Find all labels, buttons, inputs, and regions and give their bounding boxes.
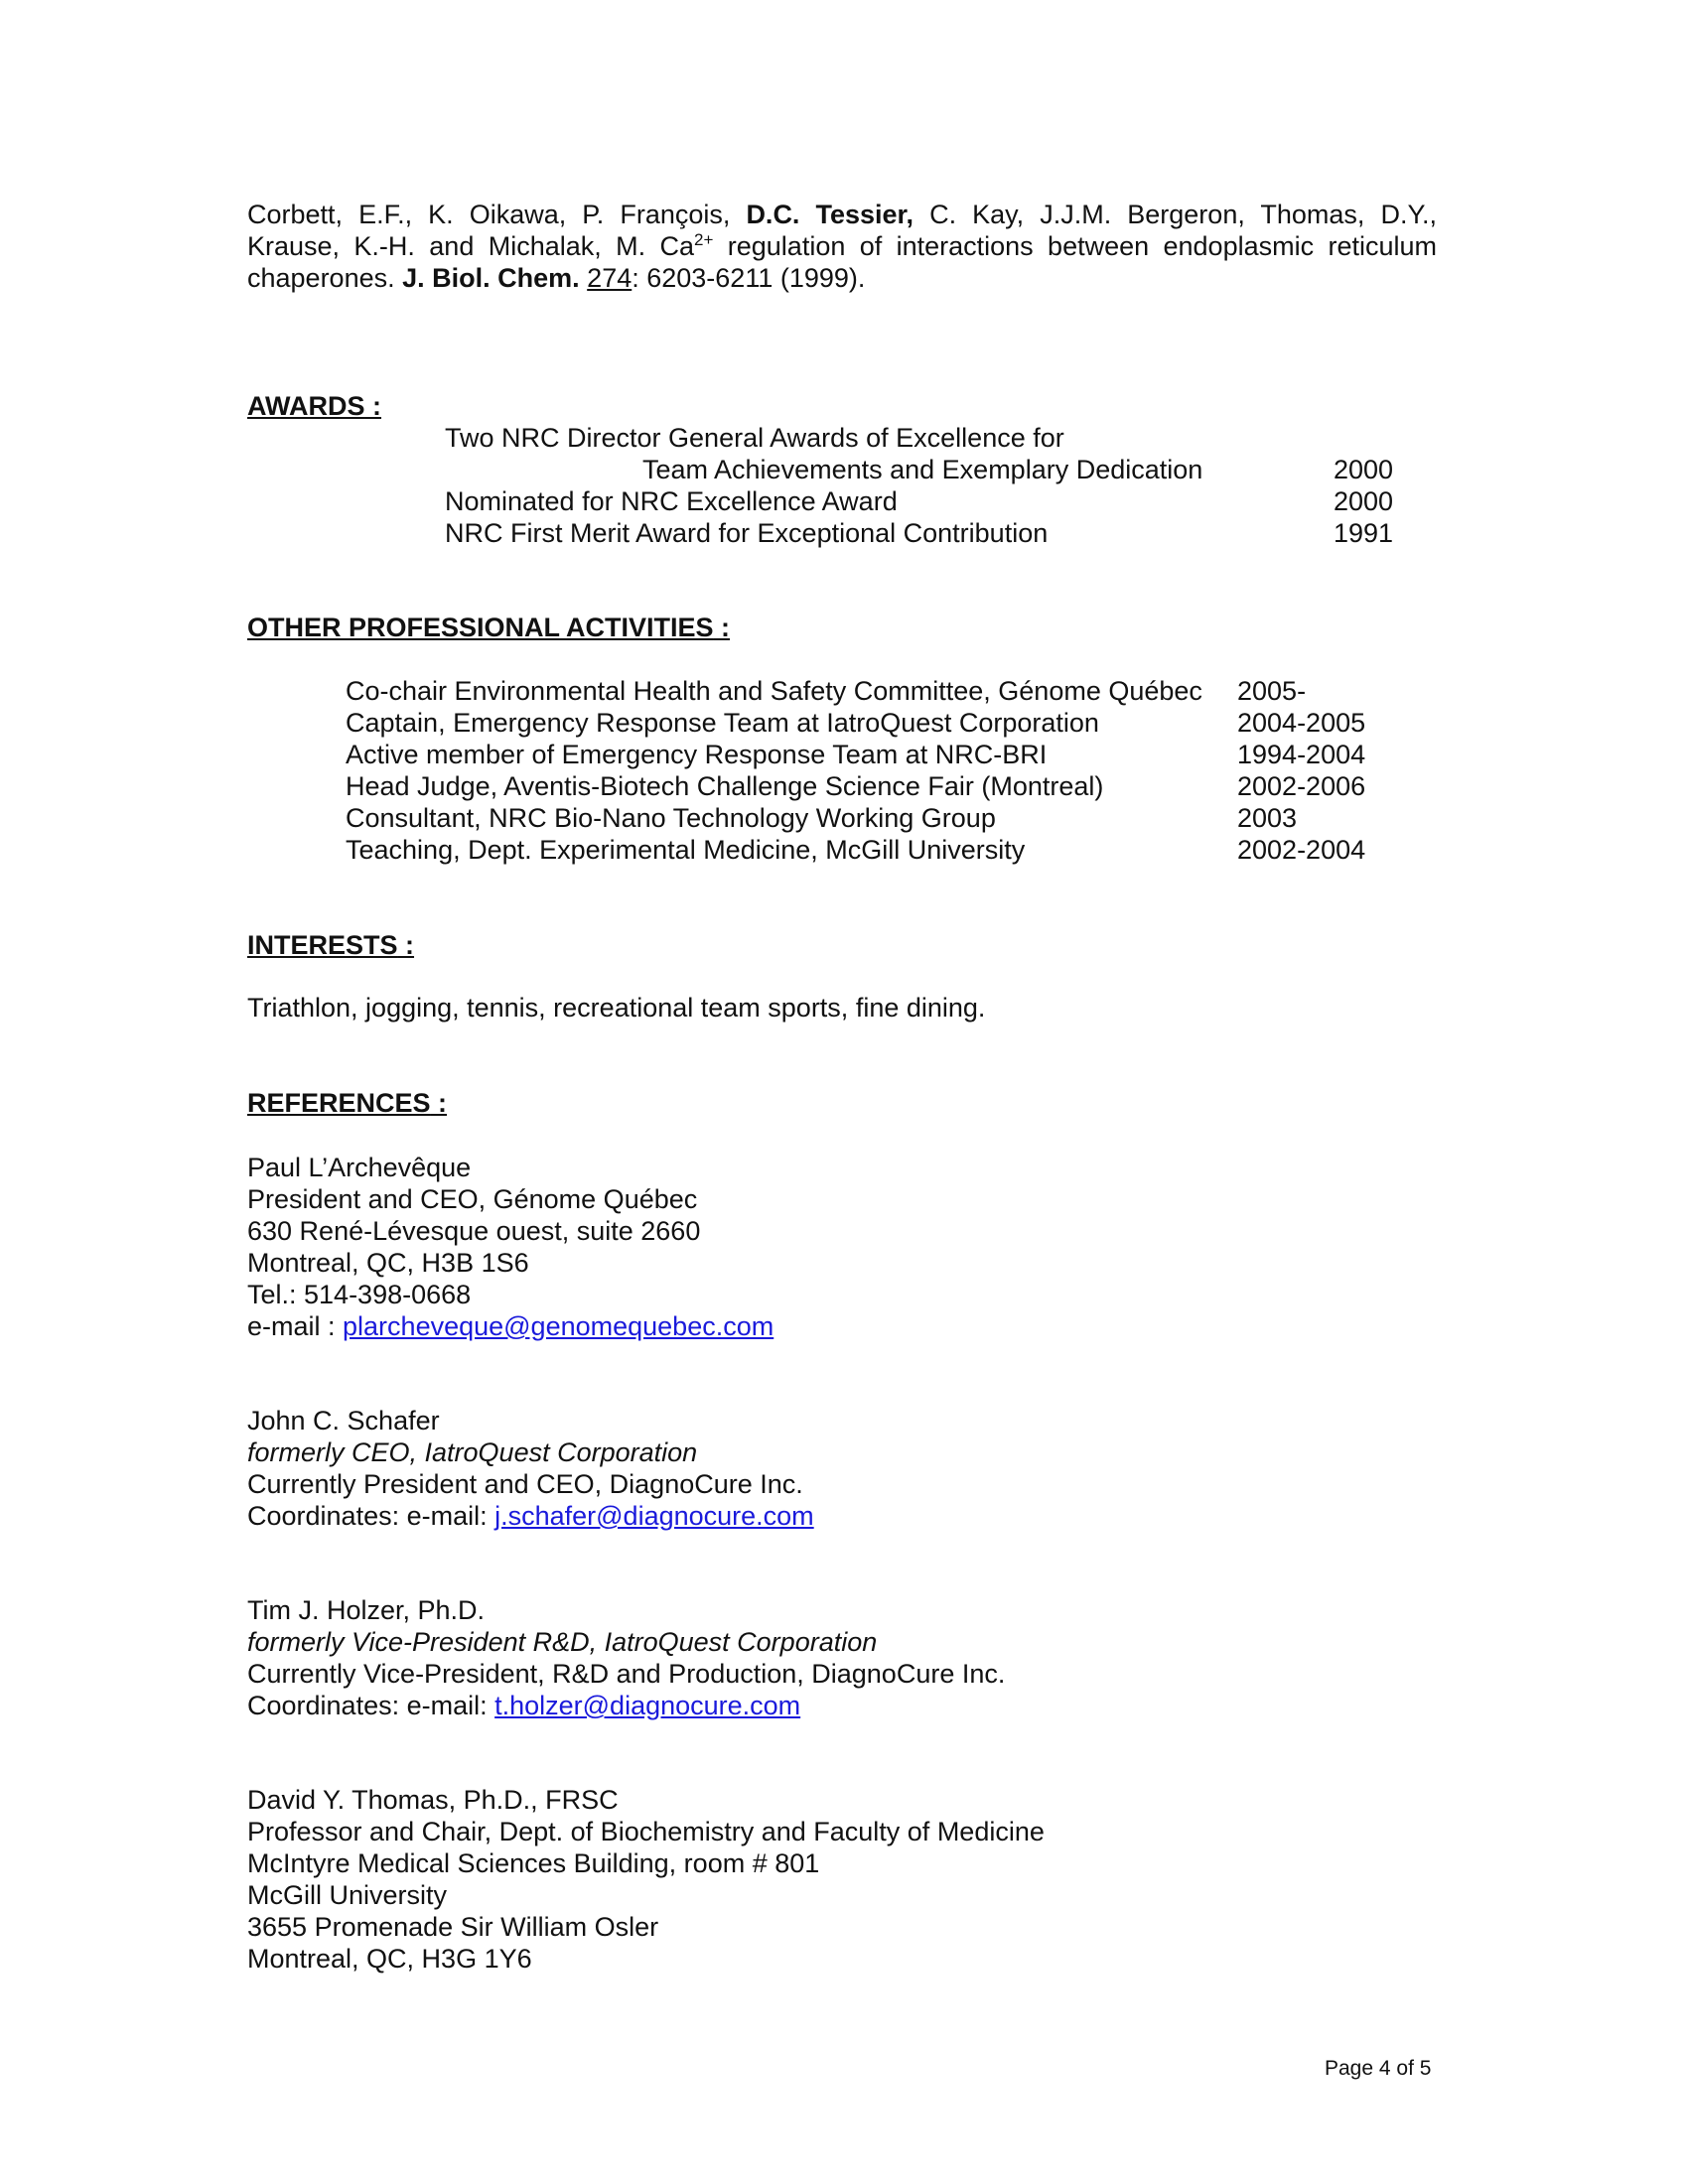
- reference-name: Paul L’Archevêque: [247, 1153, 472, 1182]
- award-item-continued: [642, 455, 1202, 485]
- award-year: 2000: [1334, 455, 1394, 484]
- reference-current-role: Currently Vice-President, R&D and Production, DiagnoCure Inc.: [247, 1659, 1006, 1689]
- email-link[interactable]: j.schafer@diagnocure.com: [494, 1501, 814, 1531]
- interests-heading-text: INTERESTS: [247, 930, 398, 960]
- activities-heading-text: OTHER PROFESSIONAL ACTIVITIES: [247, 613, 714, 642]
- reference-city: Montreal, QC, H3G 1Y6: [247, 1944, 532, 1974]
- activity-item: Active member of Emergency Response Team at NRC-BRI: [346, 740, 1048, 769]
- citation-authors: Corbett, E.F., K. Oikawa, P. François,: [247, 200, 747, 229]
- activities-heading-colon: :: [713, 613, 731, 642]
- publication-citation: [247, 199, 1439, 294]
- citation-volume: 274: [587, 263, 633, 293]
- reference-1: [247, 1152, 1439, 1342]
- citation-author-highlight: D.C. Tessier,: [746, 200, 914, 229]
- reference-phone: Tel.: 514-398-0668: [247, 1280, 472, 1309]
- references-heading: [247, 1088, 447, 1119]
- awards-heading: [247, 391, 381, 422]
- references-heading-colon: :: [430, 1088, 448, 1118]
- award-text: Two NRC Director General Awards of Excellence for: [445, 423, 1064, 453]
- citation-line-1: [247, 199, 1437, 230]
- award-text: NRC First Merit Award for Exceptional Contribution: [445, 518, 1049, 548]
- award-text: Team Achievements and Exemplary Dedication: [642, 455, 1203, 484]
- page-number: Page 4 of 5: [1325, 2057, 1432, 2080]
- reference-title: President and CEO, Génome Québec: [247, 1184, 698, 1214]
- reference-name: John C. Schafer: [247, 1406, 440, 1435]
- email-label: Coordinates: e-mail:: [247, 1501, 495, 1531]
- reference-4: [247, 1784, 1439, 1975]
- activity-item: Head Judge, Aventis-Biotech Challenge Science Fair (Montreal): [346, 771, 1104, 801]
- activity-year: 2005-: [1237, 676, 1307, 706]
- reference-name: David Y. Thomas, Ph.D., FRSC: [247, 1785, 619, 1815]
- citation-line-2: [247, 230, 1437, 262]
- email-link[interactable]: t.holzer@diagnocure.com: [494, 1691, 801, 1720]
- email-link[interactable]: plarcheveque@genomequebec.com: [343, 1311, 774, 1341]
- reference-address: 3655 Promenade Sir William Osler: [247, 1912, 659, 1942]
- references-heading-text: REFERENCES: [247, 1088, 431, 1118]
- citation-authors-continued: C. Kay, J.J.M. Bergeron, Thomas, D.Y.,: [914, 200, 1437, 229]
- awards-heading-colon: :: [364, 391, 382, 421]
- award-text: Nominated for NRC Excellence Award: [445, 486, 898, 516]
- reference-title: Professor and Chair, Dept. of Biochemistry and Faculty of Medicine: [247, 1817, 1045, 1846]
- citation-text: Krause, K.-H. and Michalak, M. Ca: [247, 231, 694, 261]
- interests-text: Triathlon, jogging, tennis, recreational team sports, fine dining.: [247, 993, 986, 1023]
- activity-item: Co-chair Environmental Health and Safety Committee, Génome Québec: [346, 676, 1202, 706]
- reference-building: McIntyre Medical Sciences Building, room # 801: [247, 1848, 820, 1878]
- reference-former-role: formerly Vice-President R&D, IatroQuest Corporation: [247, 1627, 878, 1657]
- activity-year: 2002-2004: [1237, 835, 1366, 865]
- citation-superscript: 2+: [694, 230, 714, 249]
- activity-year: 2003: [1237, 803, 1298, 833]
- interests-heading: [247, 930, 414, 961]
- activity-item: Captain, Emergency Response Team at IatroQuest Corporation: [346, 708, 1099, 738]
- activities-heading: [247, 613, 730, 643]
- reference-current-role: Currently President and CEO, DiagnoCure Inc.: [247, 1469, 803, 1499]
- activity-item: Teaching, Dept. Experimental Medicine, McGill University: [346, 835, 1026, 865]
- award-year: 1991: [1334, 518, 1394, 548]
- awards-heading-text: AWARDS: [247, 391, 365, 421]
- citation-text-continued: regulation of interactions between endoplasmic reticulum: [713, 231, 1437, 261]
- activity-year: 2002-2006: [1237, 771, 1366, 801]
- citation-pages: : 6203-6211 (1999).: [632, 263, 866, 293]
- award-year: 2000: [1334, 486, 1394, 516]
- award-item: [445, 486, 898, 517]
- reference-3: [247, 1594, 1439, 1721]
- reference-city: Montreal, QC, H3B 1S6: [247, 1248, 529, 1278]
- activity-item: Consultant, NRC Bio-Nano Technology Working Group: [346, 803, 996, 833]
- reference-address: 630 René-Lévesque ouest, suite 2660: [247, 1216, 701, 1246]
- citation-journal: J. Biol. Chem.: [402, 263, 580, 293]
- citation-text-end: chaperones.: [247, 263, 403, 293]
- email-label: Coordinates: e-mail:: [247, 1691, 495, 1720]
- interests-heading-colon: :: [397, 930, 415, 960]
- reference-email-row: [247, 1690, 1439, 1721]
- reference-name: Tim J. Holzer, Ph.D.: [247, 1595, 486, 1625]
- citation-line-3: [247, 262, 1439, 294]
- reference-email-row: [247, 1500, 1439, 1532]
- reference-university: McGill University: [247, 1880, 448, 1910]
- reference-2: [247, 1405, 1439, 1532]
- award-item: [445, 423, 1064, 454]
- email-label: e-mail :: [247, 1311, 344, 1341]
- reference-email-row: [247, 1310, 1439, 1342]
- activity-year: 1994-2004: [1237, 740, 1366, 769]
- activity-year: 2004-2005: [1237, 708, 1366, 738]
- reference-former-role: formerly CEO, IatroQuest Corporation: [247, 1437, 698, 1467]
- award-item: [445, 518, 1048, 549]
